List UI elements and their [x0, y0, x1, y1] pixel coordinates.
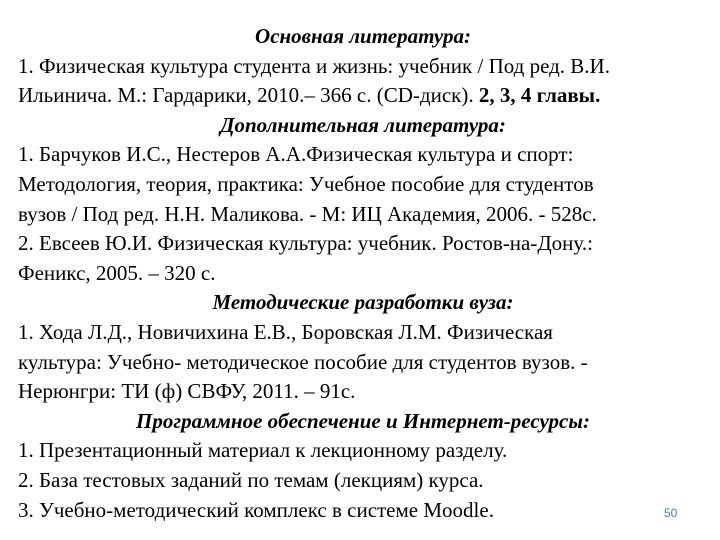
section-heading-methodical-works: Методические разработки вуза: [212, 290, 514, 315]
list-item [18, 140, 708, 229]
entry-line: вузов / Под ред. Н.Н. Маликова. - М: ИЦ Академия, 2006. - 528с. [18, 201, 597, 226]
bibliography-content [18, 22, 708, 525]
entry-line: 1. Хода Л.Д., Новичихина Е.В., Боровская Л.М. Физическая [18, 319, 553, 344]
entry-line: 1. Презентационный материал к лекционному разделу. [18, 438, 508, 463]
chapters-note: 2, 3, 4 главы. [478, 83, 601, 108]
list-item [18, 318, 708, 407]
list-item [18, 229, 708, 288]
entry-line: 3. Учебно-методический комплекс в системе Moodle. [18, 497, 494, 522]
list-item [18, 496, 708, 526]
entry-line: 1. Барчуков И.С., Нестеров А.А.Физическая культура и спорт: [18, 142, 574, 167]
section-heading-software-resources: Программное обеспечение и Интернет-ресурсы: [136, 408, 590, 433]
list-item [18, 436, 708, 466]
list-item [18, 52, 708, 111]
entry-line: Нерюнгри: ТИ (ф) СВФУ, 2011. – 91с. [18, 379, 356, 404]
entry-line: культура: Учебно- методическое пособие для студентов вузов. - [18, 349, 588, 374]
list-item [18, 466, 708, 496]
section-heading-additional-literature: Дополнительная литература: [220, 112, 506, 137]
entry-line-with-bold [18, 81, 708, 111]
entry-line: Феникс, 2005. – 320 с. [18, 260, 216, 285]
page-number: 50 [664, 506, 678, 520]
entry-line: Методология, теория, практика: Учебное пособие для студентов [18, 171, 594, 196]
entry-line-text: Ильинича. М.: Гардарики, 2010.– 366 с. (CD-диск). [18, 83, 479, 108]
section-heading-main-literature: Основная литература: [255, 24, 471, 48]
entry-line: 2. База тестовых заданий по темам (лекциям) курса. [18, 467, 484, 492]
entry-line: 2. Евсеев Ю.И. Физическая культура: учебник. Ростов-на-Дону.: [18, 231, 593, 256]
entry-line: 1. Физическая культура студента и жизнь: учебник / Под ред. В.И. [18, 53, 610, 78]
